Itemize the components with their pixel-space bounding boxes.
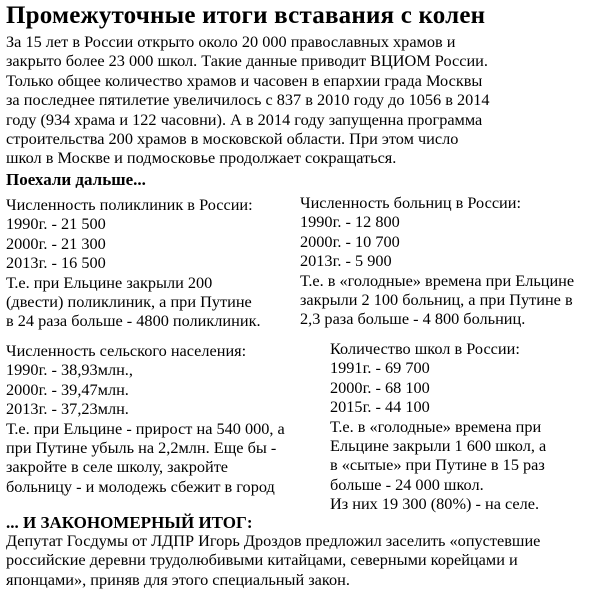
intro-line: школ в Москве и подмосковье продолжает сокращаться.	[6, 148, 397, 168]
schools-row: 2015г. - 44 100	[330, 397, 430, 417]
schools-row: 1991г. - 69 700	[330, 358, 430, 378]
rural-note: больницу - и молодежь сбежит в город	[6, 476, 275, 496]
hospitals-note: закрыли 2 100 больниц, а при Путине в	[300, 290, 573, 310]
conclusion-line: Депутат Госдумы от ЛДПР Игорь Дроздов предложил заселить «опустевшие	[6, 531, 541, 550]
schools-note: больше - 24 000 школ.	[330, 474, 484, 494]
hospitals-row: 1990г. - 12 800	[300, 212, 400, 232]
polyclinics-row: 1990г. - 21 500	[6, 214, 106, 234]
schools-block	[330, 339, 546, 514]
rural-row: 1990г. - 38,93млн.,	[6, 360, 133, 380]
schools-note: Ельцине закрыли 1 600 школ, а	[330, 436, 547, 456]
section-heading: Поехали дальше...	[6, 170, 146, 189]
conclusion-paragraph	[6, 531, 540, 589]
rural-block	[6, 341, 285, 496]
schools-note: Т.е. в «голодные» времена при	[330, 416, 542, 436]
rural-note: Т.е. при Ельцине - прирост на 540 000, а	[6, 418, 285, 438]
rural-row: 2000г. - 39,47млн.	[6, 379, 129, 399]
rural-note: закройте в селе школу, закройте	[6, 457, 229, 477]
intro-line: за последнее пятилетие увеличилось с 837 в 2010 году до 1056 в 2014	[6, 90, 490, 110]
polyclinics-note: Т.е. при Ельцине закрыли 200	[6, 272, 213, 292]
intro-line: За 15 лет в России открыто около 20 000 православных храмов и	[6, 32, 456, 51]
schools-note: в «сытые» при Путине в 15 раз	[330, 455, 545, 475]
hospitals-title: Численность больниц в России:	[300, 193, 522, 212]
polyclinics-note: (двести) поликлиник, а при Путине	[6, 292, 252, 312]
polyclinics-row: 2013г. - 16 500	[6, 253, 106, 273]
intro-paragraph	[6, 32, 490, 168]
polyclinics-block	[6, 195, 261, 331]
conclusion-line: российские деревни трудолюбивыми китайцами, северными корейцами и	[6, 550, 518, 570]
rural-title: Численность сельского населения:	[6, 341, 247, 360]
polyclinics-note: в 24 раза больше - 4800 поликлиник.	[6, 311, 261, 331]
schools-title: Количество школ в России:	[330, 339, 520, 358]
hospitals-note: 2,3 раза больше - 4 800 больниц.	[300, 309, 526, 329]
hospitals-row: 2000г. - 10 700	[300, 231, 400, 251]
rural-row: 2013г. - 37,23млн.	[6, 399, 129, 419]
page-title: Промежуточные итоги вставания с колен	[6, 2, 486, 29]
intro-line: закрыто более 23 000 школ. Такие данные приводит ВЦИОМ России.	[6, 51, 488, 71]
intro-line: Только общее количество храмов и часовен в епархии града Москвы	[6, 70, 483, 90]
conclusion-line: японцами», приняв для этого специальный закон.	[6, 569, 350, 589]
hospitals-note: Т.е. в «голодные» времена при Ельцине	[300, 270, 575, 290]
polyclinics-title: Численность поликлиник в России:	[6, 195, 253, 214]
hospitals-block	[300, 193, 574, 329]
intro-line: строительства 200 храмов в московской области. При этом число	[6, 129, 459, 149]
intro-line: году (934 храма и 122 часовни). А в 2014 году запущенна программа	[6, 109, 483, 129]
schools-row: 2000г. - 68 100	[330, 377, 430, 397]
rural-note: при Путине убыль на 2,2млн. Еще бы -	[6, 438, 277, 458]
hospitals-row: 2013г. - 5 900	[300, 251, 392, 271]
schools-note: Из них 19 300 (80%) - на селе.	[330, 494, 540, 514]
polyclinics-row: 2000г. - 21 300	[6, 233, 106, 253]
conclusion-heading: ... И ЗАКОНОМЕРНЫЙ ИТОГ:	[6, 513, 253, 532]
